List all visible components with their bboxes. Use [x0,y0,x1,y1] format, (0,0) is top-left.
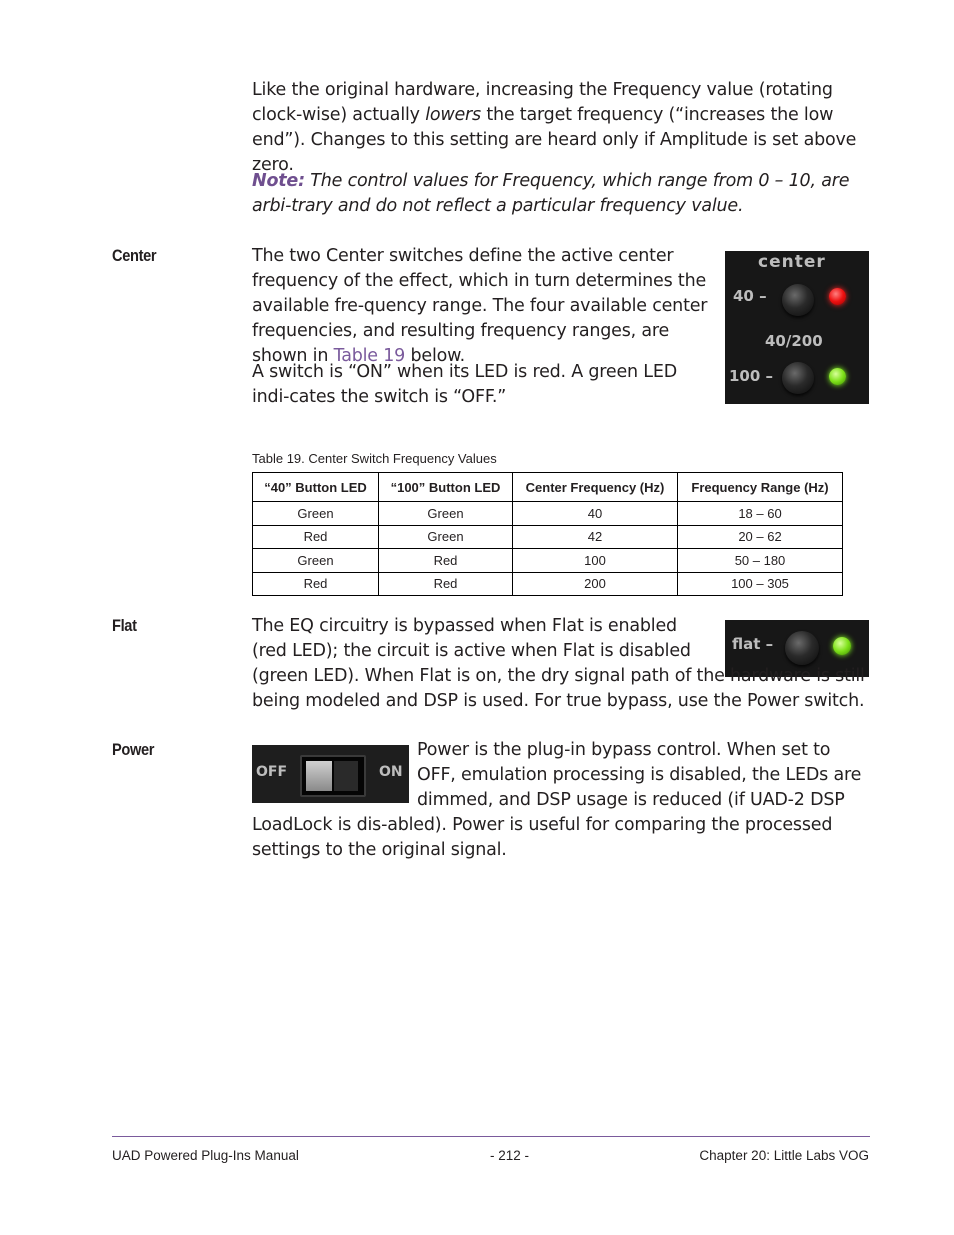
power-off-label: OFF [256,764,288,780]
center-panel-title: center [758,252,826,272]
table-cell: 42 [513,525,678,549]
note-text: The control values for Frequency, which range from 0 – 10, are arbi-trary and do not reflect a particular frequency value. [252,171,850,216]
center-100-label: 100 – [729,367,774,385]
intro-text-1: Like the original hardware, increasing the Frequency value (rotating clock-wise) actually [252,80,833,125]
power-heading: Power [112,740,155,759]
center-40-led-icon [829,288,846,305]
center-text: The two Center switches define the active center frequency of the effect, which in turn determines the available fre-quency range. The four available center frequencies, and resulting frequency ranges, are shown in [252,246,708,366]
table-cell: Red [379,549,513,573]
power-paragraph [252,738,872,863]
center-40-label: 40 – [733,287,767,305]
table-cell: Green [253,549,379,573]
flat-label: flat – [732,635,774,653]
table-header: Center Frequency (Hz) [513,473,678,502]
table-row [253,549,843,573]
center-40-200-label: 40/200 [765,332,823,350]
table-cell: Red [253,525,379,549]
table-cell: Red [253,572,379,596]
intro-paragraph [252,78,872,178]
table-cell: Green [379,502,513,526]
table-header: “100” Button LED [379,473,513,502]
table-cell: Green [379,525,513,549]
flat-heading: Flat [112,616,137,635]
intro-text-2: the target frequency (“increases the low end”). Changes to this setting are heard only if Amplitude is set above zero. [252,105,857,175]
table-row [253,525,843,549]
center-heading: Center [112,246,157,265]
center-led-explanation: A switch is “ON” when its LED is red. A green LED indi-cates the switch is “OFF.” [252,362,677,407]
flat-paragraph [252,614,872,714]
table-cell: Red [379,572,513,596]
table-cell: Green [253,502,379,526]
center-100-button[interactable] [782,362,814,394]
table-caption: Table 19. Center Switch Frequency Values [252,451,497,466]
intro-emphasis: lowers [425,105,481,125]
table-header: “40” Button LED [253,473,379,502]
center-paragraph-1 [252,244,718,369]
note-paragraph [252,169,872,219]
center-frequency-table [252,472,843,596]
center-switch-panel [725,251,869,404]
table-cell: 20 – 62 [678,525,843,549]
footer-rule [112,1136,870,1137]
power-description: Power is the plug-in bypass control. When set to OFF, emulation processing is disabled, the LEDs are dimmed, and DSP usage is reduced (if UAD-2 DSP LoadLock is dis-abled). Power is useful for comparing the processed settings to the original signal. [252,740,862,860]
table-cell: 100 [513,549,678,573]
table-header: Frequency Range (Hz) [678,473,843,502]
table-19-link[interactable]: Table 19 [333,346,406,366]
center-paragraph-2 [252,360,712,410]
center-40-button[interactable] [782,284,814,316]
note-label: Note: [252,171,305,191]
flat-description: The EQ circuitry is bypassed when Flat is enabled (red LED); the circuit is active when Flat is disabled (green LED). When Flat is on, the dry signal path of the hardware is still being modeled and DSP is used. For true bypass, use the Power switch. [252,616,865,711]
footer-chapter: Chapter 20: Little Labs VOG [699,1148,869,1163]
table-cell: 100 – 305 [678,572,843,596]
table-header-row [253,473,843,502]
power-on-label: ON [379,764,403,780]
table-cell: 200 [513,572,678,596]
footer-manual-title: UAD Powered Plug-Ins Manual [112,1148,299,1163]
table-cell: 18 – 60 [678,502,843,526]
table-row [253,572,843,596]
table-row [253,502,843,526]
table-cell: 50 – 180 [678,549,843,573]
footer-page-number: - 212 - [490,1148,530,1163]
table-cell: 40 [513,502,678,526]
center-text-end: below. [405,346,465,366]
center-100-led-icon [829,368,846,385]
